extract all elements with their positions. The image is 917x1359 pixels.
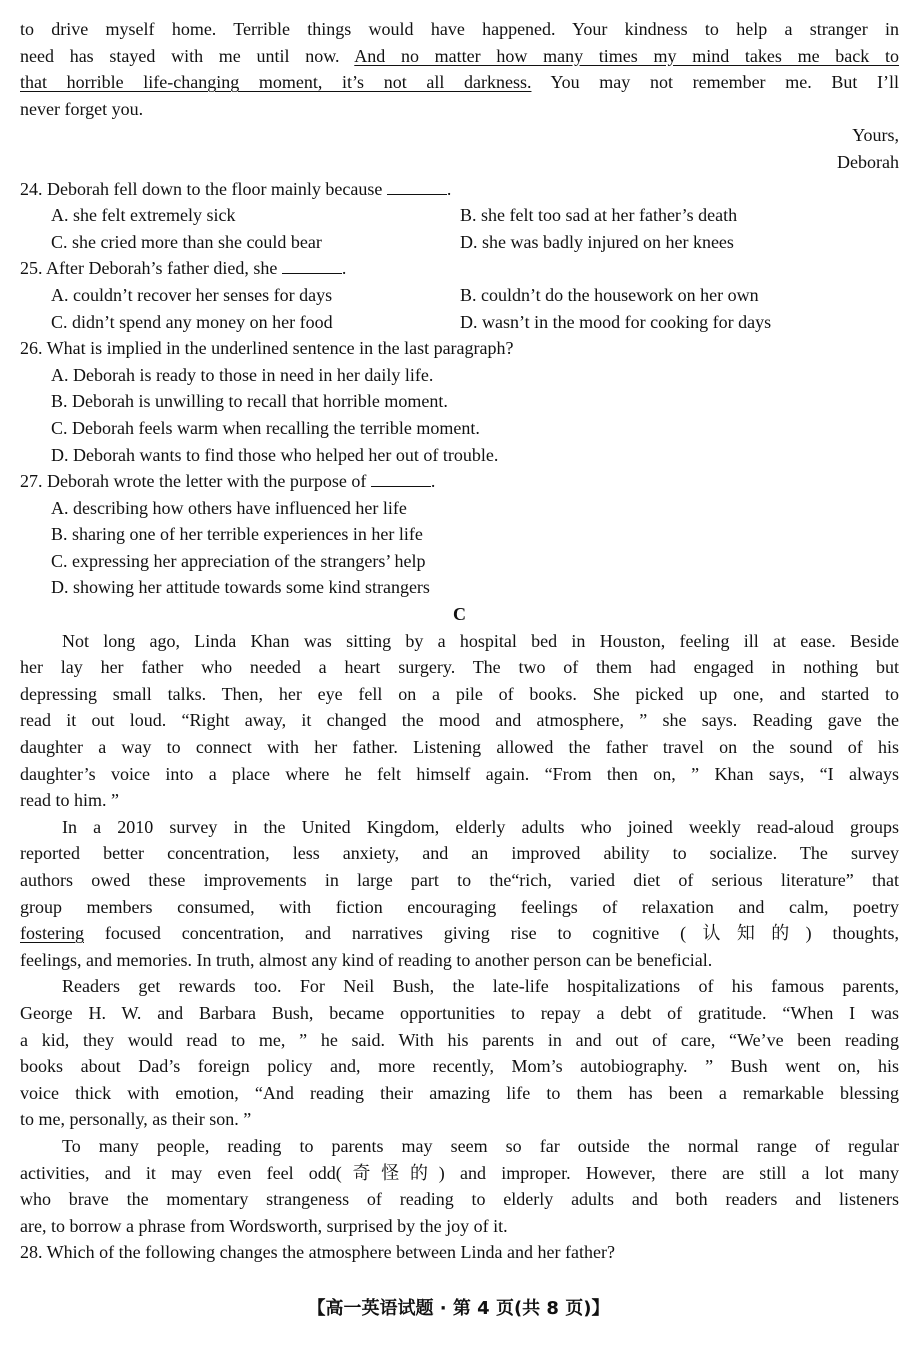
underlined-word: fostering xyxy=(20,923,84,944)
text-line: her lay her father who needed a heart surgery. The two of them had engaged in nothing but xyxy=(20,657,899,678)
option-c: C. didn’t spend any money on her food xyxy=(51,311,333,332)
letter-closing: Yours, xyxy=(852,125,899,146)
options-row xyxy=(20,282,899,309)
text-line xyxy=(20,920,899,947)
text-span: focused concentration, and narratives giving rise to cognitive (认知的) thoughts, xyxy=(83,923,899,944)
underlined-sentence: And no matter how many times my mind takes me back to xyxy=(354,45,899,66)
stem-text: 25. After Deborah’s father died, she xyxy=(20,258,278,279)
text-line: In a 2010 survey in the United Kingdom, elderly adults who joined weekly read-aloud groups xyxy=(62,816,899,837)
text-line: depressing small talks. Then, her eye fell on a pile of books. She picked up one, and started to xyxy=(20,683,899,704)
text-line: To many people, reading to parents may seem so far outside the normal range of regular xyxy=(62,1135,899,1156)
question-stem xyxy=(20,176,899,203)
text-line xyxy=(20,43,899,70)
section-heading: C xyxy=(453,604,466,625)
text-line: Not long ago, Linda Khan was sitting by a hospital bed in Houston, feeling ill at ease. Beside xyxy=(62,630,899,651)
paragraph-1 xyxy=(20,628,899,814)
text-line: books about Dad’s foreign policy and, more recently, Mom’s autobiography. ” Bush went on, his xyxy=(20,1056,899,1077)
text-line: are, to borrow a phrase from Wordsworth, surprised by the joy of it. xyxy=(20,1215,508,1236)
text-line: daughter a way to connect with her father. Listening allowed the father travel on the sound of his xyxy=(20,737,899,758)
question-25 xyxy=(20,255,899,335)
question-24 xyxy=(20,176,899,256)
answer-blank xyxy=(371,470,431,487)
letter-signature: Deborah xyxy=(837,151,899,172)
question-stem xyxy=(20,468,899,495)
text-span: need has stayed with me until now. xyxy=(20,45,340,66)
question-stem: 26. What is implied in the underlined sentence in the last paragraph? xyxy=(20,338,514,359)
question-28-stem: 28. Which of the following changes the atmosphere between Linda and her father? xyxy=(20,1242,615,1263)
option-b: B. Deborah is unwilling to recall that horrible moment. xyxy=(51,391,448,412)
question-26 xyxy=(20,335,899,468)
option-a: A. Deborah is ready to those in need in her daily life. xyxy=(51,364,434,385)
text-line: daughter’s voice into a place where he felt himself again. “From then on, ” Khan says, “I always xyxy=(20,763,899,784)
option-a: A. couldn’t recover her senses for days xyxy=(51,284,333,305)
option-b: B. couldn’t do the housework on her own xyxy=(460,284,759,305)
text-line: Readers get rewards too. For Neil Bush, the late-life hospitalizations of his famous parents, xyxy=(62,976,899,997)
option-c: C. she cried more than she could bear xyxy=(51,231,322,252)
option-c: C. expressing her appreciation of the strangers’ help xyxy=(51,550,426,571)
text-line: read to him. ” xyxy=(20,790,119,811)
text-line: voice thick with emotion, “And reading their amazing life to them has been a remarkable blessing xyxy=(20,1082,899,1103)
text-line: reported better concentration, less anxiety, and an improved ability to socialize. The survey xyxy=(20,843,899,864)
text-line: George H. W. and Barbara Bush, became opportunities to repay a debt of gratitude. “When I was xyxy=(20,1002,899,1023)
text-line: to me, personally, as their son. ” xyxy=(20,1109,252,1130)
passage-c xyxy=(20,601,899,1239)
text-span: You may not remember me. But I’ll xyxy=(531,72,899,93)
text-line: activities, and it may even feel odd(奇怪的) and improper. However, there are still a lot many xyxy=(20,1162,899,1183)
option-d: D. wasn’t in the mood for cooking for days xyxy=(460,311,772,332)
option-d: D. she was badly injured on her knees xyxy=(460,231,734,252)
option-c: C. Deborah feels warm when recalling the terrible moment. xyxy=(51,417,480,438)
stem-text: 24. Deborah fell down to the floor mainly because xyxy=(20,178,383,199)
text-line: to drive myself home. Terrible things would have happened. Your kindness to help a stranger in xyxy=(20,19,899,39)
underlined-sentence: that horrible life-changing moment, it’s not all darkness. xyxy=(20,72,532,93)
paragraph-3 xyxy=(20,973,899,1133)
stem-end: . xyxy=(430,471,436,492)
option-d: D. showing her attitude towards some kind strangers xyxy=(51,577,430,598)
text-line xyxy=(20,69,899,96)
option-d: D. Deborah wants to find those who helped her out of trouble. xyxy=(51,444,499,465)
options-row xyxy=(20,229,899,256)
letter-ending xyxy=(20,16,899,176)
option-a: A. describing how others have influenced her life xyxy=(51,497,407,518)
text-line: feelings, and memories. In truth, almost any kind of reading to another person can be beneficial. xyxy=(20,949,713,970)
text-line: group members consumed, with fiction encouraging feelings of relaxation and calm, poetry xyxy=(20,896,899,917)
stem-end: . xyxy=(341,258,347,279)
stem-end: . xyxy=(446,178,452,199)
paragraph-4 xyxy=(20,1133,899,1239)
text-line: authors owed these improvements in large part to the“rich, varied diet of serious literature” that xyxy=(20,870,899,890)
question-stem xyxy=(20,255,899,282)
option-b: B. she felt too sad at her father’s death xyxy=(460,205,738,226)
text-line: never forget you. xyxy=(20,98,144,119)
page-footer: 【高一英语试题 · 第 4 页(共 8 页)】 xyxy=(307,1298,610,1319)
exam-page xyxy=(20,16,899,1266)
stem-text: 27. Deborah wrote the letter with the purpose of xyxy=(20,471,367,492)
paragraph-2 xyxy=(20,814,899,974)
answer-blank xyxy=(387,178,447,195)
options-row xyxy=(20,202,899,229)
option-a: A. she felt extremely sick xyxy=(51,205,236,226)
text-line: a kid, they would read to me, ” he said. With his parents in and out of care, “We’ve been reading xyxy=(20,1029,899,1050)
text-line: read it out loud. “Right away, it changed the mood and atmosphere, ” she says. Reading gave the xyxy=(20,710,899,731)
option-b: B. sharing one of her terrible experiences in her life xyxy=(51,524,423,545)
question-27 xyxy=(20,468,899,601)
options-row xyxy=(20,309,899,336)
answer-blank xyxy=(282,257,342,274)
text-line: who brave the momentary strangeness of reading to elderly adults and both readers and listeners xyxy=(20,1189,899,1210)
